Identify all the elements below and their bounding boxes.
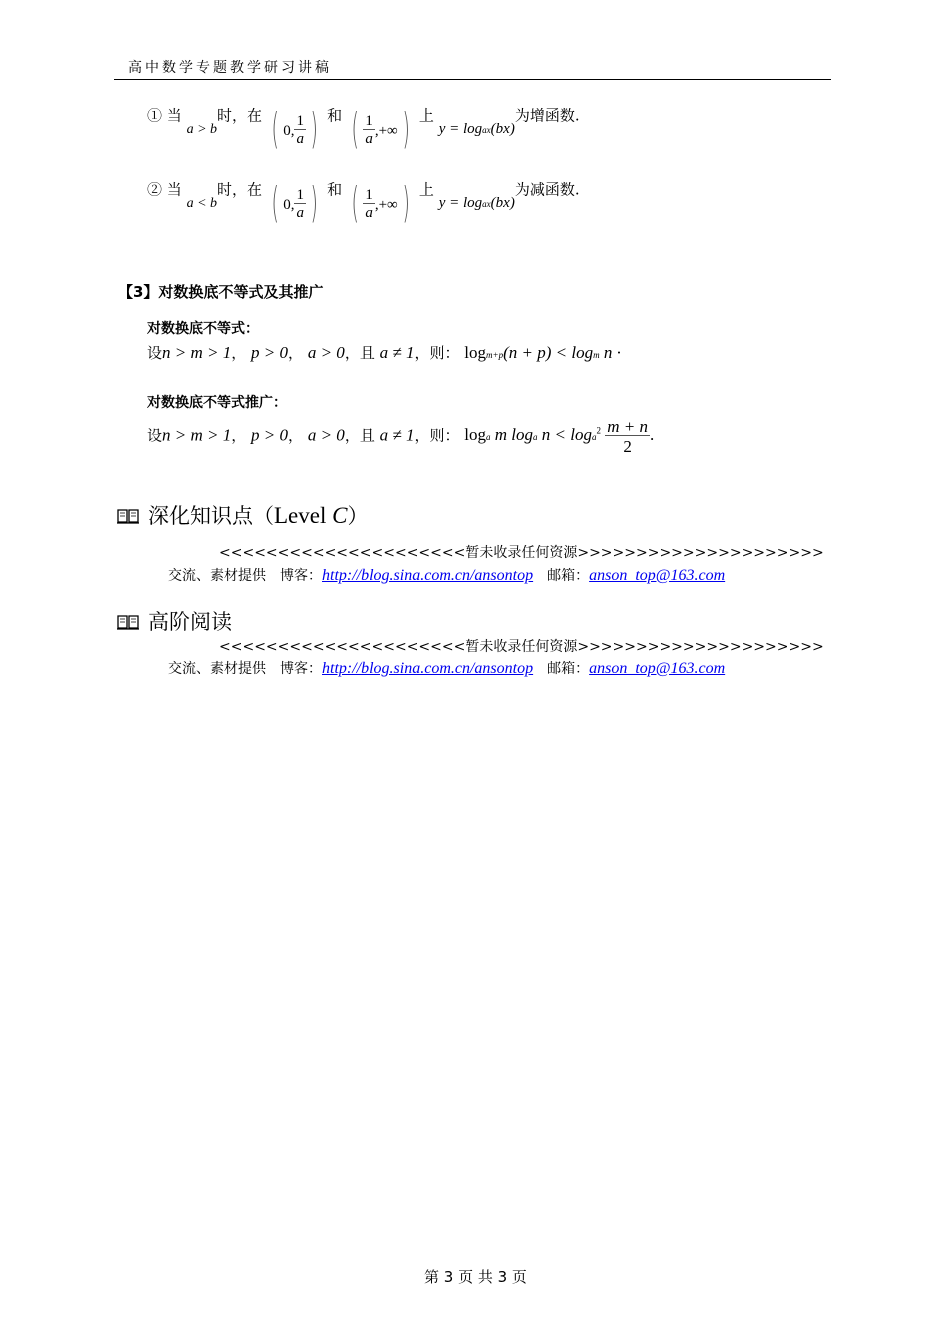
- sub-heading-generalization: 对数换底不等式推广：: [147, 395, 287, 411]
- contact-line: 交流、素材提供 博客：http://blog.sina.com.cn/ansontop 邮箱：anson_top@163.com: [168, 567, 726, 584]
- item-on: 上: [418, 180, 434, 199]
- item-mid: 时，在: [217, 106, 263, 125]
- item-mid: 时，在: [217, 180, 263, 199]
- open-book-icon: [116, 507, 140, 525]
- function-expr: y = logax(bx): [438, 120, 515, 137]
- interval-inf: ,+∞: [374, 122, 398, 139]
- blog-link[interactable]: http://blog.sina.com.cn/ansontop: [322, 660, 534, 677]
- item-pre: 当: [166, 180, 182, 199]
- section-3-heading: 【3】对数换底不等式及其推广: [118, 283, 324, 301]
- condition-3: a > 0: [307, 425, 345, 445]
- email-link[interactable]: anson_top@163.com: [589, 567, 726, 584]
- monotonic-item-2: ② 当 a < b时，在 ( 0, $\frac{1}{a}$ ) 和 ( $\frac{1}{a}$ ,+∞ ) 上 y = logax(bx)为减函数.: [147, 177, 580, 227]
- function-expr: y = logax(bx): [438, 194, 515, 211]
- header-title: 高中数学专题教学研习讲稿: [128, 60, 332, 76]
- section-advanced-reading-heading: 高阶阅读: [116, 606, 232, 636]
- item-on: 上: [418, 106, 434, 125]
- frac-m-plus-n-over-2: $\frac{m + n}{2}$: [607, 417, 648, 456]
- condition-4: a ≠ 1: [379, 343, 415, 362]
- inequality-formula: logm+p(n + p) < logm n ·: [464, 343, 621, 362]
- condition-2: p > 0: [251, 343, 289, 362]
- resource-placeholder: <<<<<<<<<<<<<<<<<<<<<暂未收录任何资源>>>>>>>>>>>>>>>>>>>>>: [219, 545, 824, 561]
- condition-4: a ≠ 1: [379, 425, 415, 445]
- section-level-c-heading: 深化知识点（Level C）: [116, 500, 368, 530]
- frac-1-over-a: $\frac{1}{a}$: [365, 187, 373, 221]
- frac-1-over-a: $\frac{1}{a}$: [296, 113, 304, 147]
- condition: a > b: [186, 121, 218, 137]
- condition: a < b: [186, 195, 218, 211]
- frac-1-over-a: $\frac{1}{a}$: [365, 113, 373, 147]
- resource-placeholder: <<<<<<<<<<<<<<<<<<<<<暂未收录任何资源>>>>>>>>>>>>>>>>>>>>>: [219, 639, 824, 655]
- generalization-line: 设n > m > 1， p > 0， a > 0，且 a ≠ 1，则： loga m loga n < loga$^2$ $\frac{m + n}{2}$ .: [147, 417, 655, 456]
- inequality-line: 设n > m > 1， p > 0， a > 0，且 a ≠ 1，则： logm+p(n + p) < logm n ·: [147, 343, 621, 362]
- item-marker: ②: [147, 180, 163, 199]
- condition-2: p > 0: [251, 425, 289, 445]
- page-footer: 第 3 页 共 3 页: [424, 1268, 527, 1286]
- item-marker: ①: [147, 106, 163, 125]
- condition-3: a > 0: [307, 343, 345, 362]
- generalization-formula: loga m loga n < loga$^2$ $\frac{m + n}{2}$ .: [464, 417, 655, 456]
- email-link[interactable]: anson_top@163.com: [589, 660, 726, 677]
- monotonic-item-1: ① 当 a > b时，在 ( 0, $\frac{1}{a}$ ) 和 ( $\frac{1}{a}$ ,+∞ ) 上 y = logax(bx)为增函数.: [147, 103, 580, 153]
- item-post: 为减函数.: [514, 180, 580, 199]
- frac-1-over-a: $\frac{1}{a}$: [296, 187, 304, 221]
- interval-zero: 0,: [283, 122, 295, 139]
- item-and: 和: [327, 106, 343, 125]
- item-post: 为增函数.: [514, 106, 580, 125]
- condition-1: n > m > 1: [162, 425, 232, 445]
- contact-line: 交流、素材提供 博客：http://blog.sina.com.cn/ansontop 邮箱：anson_top@163.com: [168, 660, 726, 677]
- sub-heading-inequality: 对数换底不等式：: [147, 321, 259, 337]
- item-pre: 当: [166, 106, 182, 125]
- interval-zero: 0,: [283, 196, 295, 213]
- item-and: 和: [327, 180, 343, 199]
- blog-link[interactable]: http://blog.sina.com.cn/ansontop: [322, 567, 534, 584]
- open-book-icon: [116, 613, 140, 631]
- interval-inf: ,+∞: [374, 196, 398, 213]
- condition-1: n > m > 1: [162, 343, 232, 362]
- header-rule: [114, 79, 831, 80]
